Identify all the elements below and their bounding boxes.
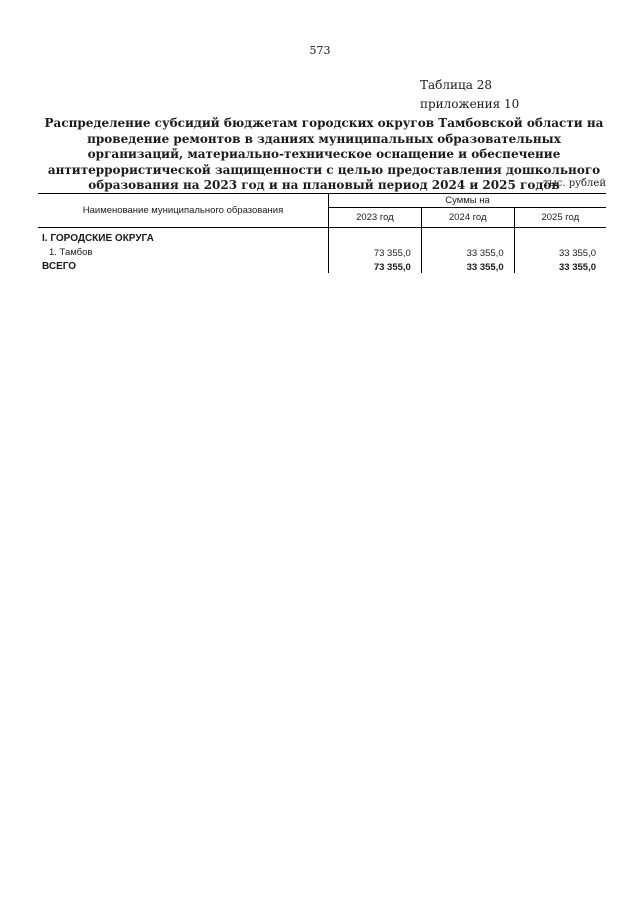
total-2023: 73 355,0 [329, 259, 422, 273]
document-title: Распределение субсидий бюджетам городских округов Тамбовской области на проведение ремонтов в зданиях муниципальных образовательных организаций, материально-техническое оснащение и обеспечение антитеррористической защищенности с целью предоставления дошкольного образования на 2023 год и на плановый период 2024 и 2025 годов [44, 116, 604, 192]
section-label: I. ГОРОДСКИЕ ОКРУГА [42, 232, 154, 244]
value-2025: 33 355,0 [514, 245, 606, 259]
value-2024: 33 355,0 [421, 245, 514, 259]
table-row-section [38, 228, 606, 246]
table-row [38, 245, 606, 259]
column-header-year: 2023 год [329, 208, 422, 228]
column-header-year: 2024 год [421, 208, 514, 228]
table-label: Таблица 28 [420, 78, 492, 92]
column-header-year: 2025 год [514, 208, 606, 228]
value-2023: 73 355,0 [329, 245, 422, 259]
total-label: ВСЕГО [42, 260, 77, 272]
municipality-name: 1. Тамбов [49, 246, 93, 258]
total-2025: 33 355,0 [514, 259, 606, 273]
units-label: тыс. рублей [543, 178, 606, 189]
column-header-sums: Суммы на [329, 194, 607, 208]
table-row-total [38, 259, 606, 273]
appendix-label: приложения 10 [420, 97, 520, 111]
column-header-name: Наименование муниципального образования [38, 194, 329, 228]
page-number: 573 [309, 44, 331, 57]
subsidy-table [38, 193, 606, 273]
total-2024: 33 355,0 [421, 259, 514, 273]
